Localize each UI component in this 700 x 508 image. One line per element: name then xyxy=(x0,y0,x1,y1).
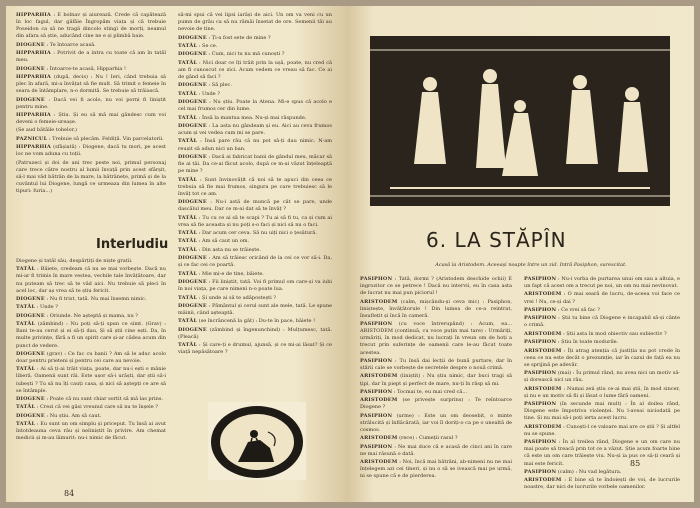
left-page xyxy=(6,6,346,502)
right-col1 xyxy=(360,276,512,484)
left-col2 xyxy=(178,12,332,374)
left-page-number: 84 xyxy=(64,489,75,498)
right-col1-text: PASIPHON : Tată, dormi ? (Aristodem deschide ochii) E ingrozitor ce se petrece ! Dacă nu intervii, eu în casa asta de lucrat nu mai pun piciorul ! ARISTODEM (calm, mișcându-și ceva mic) : Pasiphon, liniștește, învățătorule ! Din lumea de ce-a reintrat, însuflețit și încă în cameră. PASIPHON (cu voce întrerupând) : Acum, ea... ARISTODEM (continuă, cu voce puțin mai tare) : Urmăriți, urmăriți, în mod dedicat, nu lucrați în vreun om de hoți a trecut prin suferințe de oamenii care le-au făcut toate acestea. PASIPHON : Tu însă dai lecții de bună purtare, dar în stării cale se vorbește de secretele despre o nouă crimă. ARISTODEM (liniștit) : Nu știu nimic, dar buci tragi să țipi, dar în piept și perfect de mare, nu-ți în răsp să mi. PASIPHON : Tocmai te, eu mai cred că... ARISTODEM (se privește surprins) : Te reîntoarce Diogene ? PASIPHON (urme) : Este un om deosebit, o minte strălucită și înflăcărată, iar voi îl doriți-o ca pe o unealtă de cosmos. ARISTODEM (rece) : Cumeții rasul ? PASIPHON : Ne mai duce că e acasă de cinci ani în care ne mai răsună o dată. ARISTODEM : Noi, încă mai bătrâni, ab-nimeni nu ne mai înțelegem azi cei tineri, și nu o să se ivească mai pe urmă, ni se spune că e de pierderea. xyxy=(360,276,512,480)
left-col1-bottom-text: Diogene și tatăl său, despărțiți de niște gratii. TATĂL : Băiete, credeam că nu se mai vorbește. Dacă nu mi-ar fi trimis în mare vestea, vechile tale învățătoare, dar nu puteam să trec să te văd aici. Nu trebuie să pleci în acel loc, dar aș vrea să te știu fericit. DIOGENE : Nu fi trist, tată. Nu mai însemn nimic. TATĂL : Unde ? DIOGENE : Oriunde. Ne așteptă și mama, nu ? TATĂL (zâmbind) : Nu poți să-ți spun ce simt. (Grav) : Bani te-au cerut și ei să-ți dau, Și să știi cine ești. Da, în multe privințe, fără a fi un spirit care și-ar cădea acum din punct de vedere. DIOGENE (grav) : Ce fac cu banii ? Am să le aduc acolo doar pentru prieteni și pentru cei care au nevoie. TATĂL : Ai să ți-ai trăit viața, poate, dar nu-i ești o mânie liberă. Oamenii sunt răi. Este ușor să-i urăști, dar știi să-i iubești ? Tu să nu îți cauți casa, și nici să aștepți ce are să se întâmple. DIOGENE : Poate că nu sunt chiar sortit să mă las prins. TATĂL : Crezi că vei găsi vreunul care să nu te înșele ? DIOGENE : Nu știu. Am să caut. TATĂL : Eu sunt un om simplu și priceput. Tu însă ai avut întotdeauna ceva rău și neliniștit în privire. Am chemat medicii și m-au lămurit: nu-i nimic de făcut. xyxy=(16,258,166,442)
right-page-number: 85 xyxy=(630,459,641,468)
left-col1-bottom xyxy=(16,258,166,480)
interlude-heading: Interludiu xyxy=(96,237,169,252)
left-col2-text: să-mi spui că vei lipsi iarăși de aici. Un om va veni cu un pumn de grâu ca să nu rămâi însetat de ore. Semenii tăi au nevoie de tine. DIOGENE : Ți-a fost sete de mine ? TATĂL : Se ce. DIOGENE : Cum, nici tu nu mă cunoști ? TATĂL : Nici doar ce îți trăit prin la ușă, poate, nu cred că am fi cunoscut ce zici. Acum vedem ce vreau să fac. Ce ai de gând să faci ? DIOGENE : Să plec. TATĂL : Unde ? DIOGENE : Nu știu. Poate la Atena. Mi-e spus că acolo e cel mai frumos cer din lume. TATĂL : Însă la mantua mea. Nu-și mai răspunde. DIOGENE : La asta nu gândeam și eu. Aici au ceva frumos acum și vei vedea cum mi se pare. TATĂL : Însă pare rău că nu pot să-ți dau nimic. N-am reușit să adun nici un ban. DIOGENE : Dacă ai fabricat banii de gândul meu, măcar să fie ai tăi. Da ce-ai făcut acolo, după ce m-ai văzut înțeleapță pe mine ? TATĂL : Sunt învinovățit că noi să te apuci din ceea ce trebuia să fie mai frumos, singura pe care trebuiesc să le învăț tot ce am. DIOGENE : Nu-i astă de muncă pe cât se pare, unde dascălul meu. Dar ce m-ai dat să te învăț ? TATĂL : Tu cu ce ai să te scapi ? Tu ai să fi tu, ca și cum ai vrea să fie aceasta și nu poți s-o faci și nici să nu o faci. TATĂL : Dar acum cer ceva. Să nu uiți nici o țesătură. TATĂL : Am să caut un om. TATĂL : Din asta nu se trăiește. DIOGENE : Am să trăiesc oricând de la cei ce vor să-i. Da, și ce fac cei ce poartă. TATĂL : Mie mi-e de tine, băiete. DIOGENE : Fii liniștit, tată. Voi fi primul om care-și va iubi în noi viața, pe care nimeni n-o poate lua. TATĂL : Și unde ai să te adăpostești ? DIOGENE : Pământul și cerul sunt ale mele, tată. Le spune mâinii, când așteaptă. TATĂL (se încrâncenă la gât) : Du-te în pace, băiete ! DIOGENE (zâmbind și îngenunchind) : Mulțumesc, tată. (Pleacă) TATĂL : Și care-ți e drumul, ajunsă, și ce mi-ai lăsat? Și ce viață nepăsătoare ? xyxy=(178,12,332,356)
frieze-drawing xyxy=(370,36,670,206)
frieze-illustration xyxy=(370,36,670,206)
right-page xyxy=(346,6,694,502)
kylix-drawing xyxy=(208,402,306,480)
left-col1-top xyxy=(16,12,166,212)
right-col2-text: PASIPHON : Nu-i vorba de purtarea unui om sau a altuia, e un fapt că acest om a trecut pe noi, un om nu mai nevinovat. ARISTODEM : O mai seară de lucru, de-aceea voi face ce vrei ! Nu, ce-și dai ? PASIPHON : Ce vrei să fac ? PASIPHON : Știi tu bine că Diogene e incapabil să-și cânte o crimă. ARISTODEM : Știi asta în mod obiectiv sau subiectiv ? PASIPHON : Știu în toate modurile. ARISTODEM : Îți atrag atenția că justiția nu pot crede în ceea ce nu este decât o prezumție, iar în cazul de față ea nu se sprijină pe adevăr. PASIPHON (mai) : Îu primul rând, nu avea nici un motiv să-și dorească nici un rău. ARISTODEM : Numai zeii știu ce-ai mai știi, în mod sincer, și nu e un motiv să fii și lăsat o lume fără oameni. PASIPHON (în secunde mai mult) : În al doilea rând, Diogene este împotriva violenței. Nu l-aveai niciodată pe tine. Și nu mai să-i poți ierta acest lucru. ARISTODEM : Cunoști-l ce valoare mai are ce știi ? Și altfel nu se spune. PASIPHON : În al treilea rând, Diogene e un om care nu mai poate să treacă prin tot ce a văzut. Știe acum foarte bine că este un om care trăiește viu. Nu-și ia pus ce să-ți ceară și mai este fericit. PASIPHON (calm) : Nu vad legătura. ARISTODEM : E bine să te îndoiești de voi, de lucrurile noastre, dar nici de lucrurile vorbele oamenilor. xyxy=(524,276,680,491)
kylix-illustration xyxy=(208,402,306,480)
chapter-title: 6. LA STĂPÎN xyxy=(426,228,567,252)
left-col1-top-text: HIPPARHIA : E bolnav și aiurează. Crede că capătează în loc fagul, dar gâfâie Îngropăm viața și că trebuie Poseidon ca să ne tragă dincolo stingi de morți, neamul din afara să știe, aducând cine ne e și plimbă baie. DIOGENE : Te întoarce acasă. HIPPARHIA : Potrivit de a intra cu toate că am în tatăl meu. DIOGENE : Întoarce-te acasă, Hipparhia ! HIPPARHIA (după, decis) : Nu ! Ieri, când trebuia să plec în afară, mi-a învățat să fie mult. Să trimit o femeie în seara de întâmplare, n-o dormită. Se trebuie să trăiască. DIOGENE : Dacă vei fi acolo, nu voi porni fi liniștit pentru mine. HIPPARHIA : Știu. Și eu să mă mai gândesc cum voi deveni o femeie-ureașe. (Se aud bătăile tobelor.) PAZNICUL : Trebuie să plecăm. Feldiță. Vin parcelatorii. HIPPARHIA (sfâșiată) : Diogene, dacă tu mori, pe acest loc ne vom aduna cu toții. (Patruzeci și doi de ani trec peste noi, primul personaj care trece către nostru al lumii învață prin acest sfârșit, să-l mai văd bătrân de la mare, la bătrânețe, primă și de la cuvântul lui Diogene, lungă ce urmeaza din lumea în alte tipuri: furia...) xyxy=(16,12,166,195)
right-col2 xyxy=(524,276,680,491)
chapter-intro: Acasă la Aristodem. Aceeași noapte între un zid. Intră Pasiphon, surescitat. xyxy=(435,262,627,268)
